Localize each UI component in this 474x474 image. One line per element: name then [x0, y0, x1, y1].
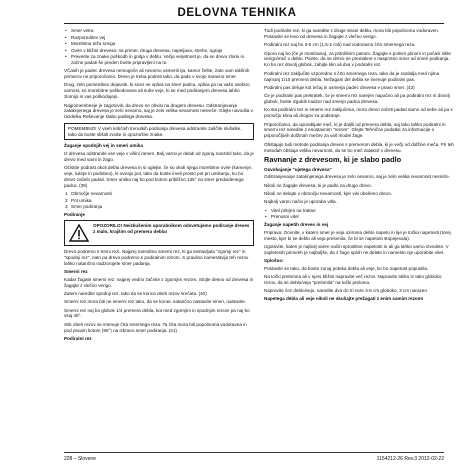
warning-box: [64, 220, 254, 246]
subheading-general: Splošno:: [264, 258, 284, 264]
list-item: • Smer vetra: [64, 28, 254, 34]
subheading-tension: Žaganje napetih dreves in vej: [264, 222, 329, 228]
paragraph: Ugotovite, kateri je najbolj varen način sprostitve napetosti in ali ga lahko varno izvedete. V zapletenih primerih je najboljše, da z žago sploh ne delate in namesto nje uporabite vitel.: [264, 244, 449, 255]
paragraph: Očistite podrast okoli debla drevesa in si oglejte, če so okoli njega morebitne ovire (kamenje, veje, luknje in podobno), ki ovirajo pot, tako da boste imeli prosto pot pri umikanju, ko bo drevo začelo padati. Smer umika naj bo pod kotom približno 135° na smer predvidenega padca. (39): [64, 165, 253, 188]
paragraph: Opora naj bo (če je montirana), za pritrdilnim pasom. Žagajte s polnim plinom in počasi silite verigo/meč v deblo. Pazite, da se drevo ne premakne v nasprotno smer od smeri podiranja. Ko bo rez dovolj globok, zabijte klin ali dva v podiralni rez.: [264, 50, 451, 68]
footer-rule: [64, 452, 444, 453]
paragraph: Podiralni rez naj bo 3-5 cm (1,5-2 coli) nad vodoravno črto smernega reza.: [264, 42, 416, 48]
list-item: • Vitel pritrjen na traktor: [264, 208, 454, 214]
warning-text: OPOZORILO! Neizkušenim uporabnikom odsvetujemo podiranje dreves z malo, krajšim od premera debla!: [93, 223, 250, 235]
subheading-freeing-tree: Osvobajanje "ujetega drevesa": [264, 167, 332, 173]
list-item: 2 Pot umika: [65, 197, 92, 203]
paragraph: Postavite se tako, da boste zunaj poteka debla ali veje, ko bo napetost popustila.: [264, 265, 429, 271]
paragraph: Na točki prelomna ali v njeni bližini napravite več rezov. Napravite toliko in tako globoko rezov, da se deblo/veja "prelomila" na točki preloma.: [264, 273, 442, 285]
footer-page-number: 228 – Slovene: [64, 456, 96, 462]
paragraph: Tudi podiralni rez, ki ga naredite z druge strani debla, mora biti popolnoma vodoraven. Postavite se levo od drevesa in žagajte z vlečno verigo.: [264, 28, 440, 39]
paragraph: Priporočamo, da uporabljate meč, ki je daljši od premera debla, saj tako lahko podiralni in smerni rez naredite z enostavnim "rezom". Glejte Tehnične podatke za informacije o priporočljivih dolžinah mečev za vaš model žage.: [264, 121, 446, 139]
paragraph: Iz drevesa odstranite vse veje v višini ramen. Bolj varno je delati od zgoraj navzdol tako, da je drevo med vami in žago.: [64, 150, 254, 162]
list-item: 1 Območje nevarnosti: [65, 191, 112, 197]
paragraph: Napravite čez deblo/vejo, naredite dva do tri reze 3-5 cm globoko, 3 cm narazen.: [264, 288, 429, 294]
paragraph: Nikoli ne delajte v območju nevarnosti, kjer visi obešeno drevo.: [264, 191, 392, 197]
header-rule: [64, 23, 444, 24]
paragraph: Zatem naredite spodnji rez, tako da se konca obeh rezov srečata. (40): [64, 290, 207, 296]
important-note-box: POMEMBNO! V vseh kritičnih trenutkih podiranja drevesa odstranite zaščite slušalke, tako da boste slišali zvoke in opozorilne znake.: [64, 123, 254, 141]
paragraph: Stik obeh rezov se imenuje črta smernega reza. Ta črta mora biti popolnoma vodoravna in pod pravim kotom (90°) na izbrano smer podiranja. (41): [64, 321, 247, 333]
paragraph: Najpomembneje je zagotoviti, da drevo ne obvisi na drugem drevesu. Odstranjevanje zataknjenega drevesa je zelo nevarno, saj je zelo velika nevarnost nesreče. Glejte navodila v razdelku Reševanje slabo padlega drevesa.: [64, 102, 253, 120]
numbered-list: [64, 191, 254, 210]
list-item: • Preverite za znake poškodb in gnitja v deblu. Večja verjetnost je, da se drevo zlomi in začne padati še preden boste pripravljeni na to.: [64, 54, 254, 66]
section-heading-trimming: Žaganje spodnjih vej in smeri umika: [64, 143, 143, 149]
left-column: [64, 28, 254, 343]
page-title: DELOVNA TEHNIKA: [177, 7, 297, 19]
winch-list: [264, 208, 454, 220]
paragraph: Drug, zelo pomemben dejavnik, ki sicer ne vpliva na smer padca, vpliva pa na vašo osebno varnost, so morebitne poškodovane ali suhe veje, ki se med podiranjem drevesa lahko zlomijo in vas poškodujejo.: [64, 82, 250, 100]
paragraph: Odstranjevanje zataknjenega drevesa je zelo nevarno, saj je zelo velika nevarnost nesreče.: [264, 174, 450, 180]
right-column: [264, 28, 454, 304]
list-item: 3 Smer podiranja: [65, 204, 103, 210]
list-item: • Morebitna teža snega: [64, 41, 254, 47]
factor-list: [64, 28, 254, 66]
section-heading-directional-cut: Smerni rez: [64, 269, 88, 275]
page-header: [0, 0, 474, 24]
paragraph: Če je podiralni pas prekratek, če je smerni rez narejen napačno ali pa podiralni rez ni dovolj globok, boste izgubili nadzor nad smerjo padca drevesa.: [264, 93, 450, 105]
paragraph: Obstajajo tudi metode podiranja dreves s premerom debla, ki je večji od dolžine meča. Pri teh metodah obstaja velika nevarnost, da se bo meč zataknil v drevesu.: [264, 141, 454, 153]
paragraph: Smerni rez naj bo globok 1/4 premera debla, kot med zgornjim in spodnjim rezom pa naj bo vsaj 45°.: [64, 307, 250, 319]
warning-triangle-icon: [69, 224, 89, 242]
section-heading-felling: Podiranje: [64, 212, 85, 218]
section-heading-back-cut: Podiralni rez: [64, 335, 92, 341]
paragraph: Smerni rez mora biti ne smerni rez tako, da se konec natančno nastavite smeri, nastavite.: [64, 299, 247, 305]
footer-document-code: 1154212-26 Rev.3 2012-02-22: [376, 456, 444, 462]
list-item: • Razporeditev vej: [64, 35, 254, 41]
paragraph: Podiralni pas deluje kot tečaj in usmerja padec drevesa v pravo smer. (43): [264, 84, 415, 90]
paragraph: Podiralni rez zaključite vzporedno s črto smernega reza, tako da je razdalja med njima najmanj 1/10 premera debla. Nežagani del debla se imenuje podiralni pas.: [264, 70, 440, 82]
paragraph: VČasih je padec drevesa nemogoče ali nevarno usmeriti tja, kamor želite, zato vam takšnih primerov ne priporočamo. Drevo je treba podreti tako, da pade v svojo naravno smer.: [64, 68, 250, 80]
section-heading-badly-felled: Ravnanje z drevesom, ki je slabo padlo: [264, 155, 402, 165]
closing-warning: Napetega debla ali veje nikoli ne skušajte prežagati z enim samim rezom!: [264, 296, 424, 302]
paragraph: Ko sta podiralni rez in smerni rez zaključena, mora drevo začeti padati samo od sebe ali pa s pomočjo klina ali drogov za podiranje.: [264, 107, 453, 119]
list-item: • Ovire v bližini drevesa: na primer, druga drevesa, napeljava, strehe, ograje: [64, 48, 254, 54]
paragraph: Drevo podremo s tremi rezi. Najprej naredimo smerni rez, ki ga sestavljata "zgornji rez" in "spodnji rez", nato pa drevo podremo s podiralnim rezom. S pravilno namestitvijo teh rezov lahko natančno nadzorujete smer padanja.: [64, 249, 249, 267]
paragraph: Kadar žagate smerni rez, najprej vedno začnite z zgornjim rezom. Stojte desno od drevesa in žagajte z vlečno verigo.: [64, 276, 254, 288]
paragraph: Priprava: Ocenite, v katero smer je veja oziroma deblo napeto in kje je točka napetosti (torej mesto, kjer bi se deblo ali veja prelomila, če bi se napetost stopnjevala).: [264, 229, 451, 241]
paragraph: Nikoli ne žagajte drevesa, ki je padlo na drugo drevo.: [264, 182, 373, 188]
list-item: • Prenosni vitel: [264, 214, 454, 220]
paragraph: Najbolj varen način je uporaba vitla.: [264, 199, 337, 205]
